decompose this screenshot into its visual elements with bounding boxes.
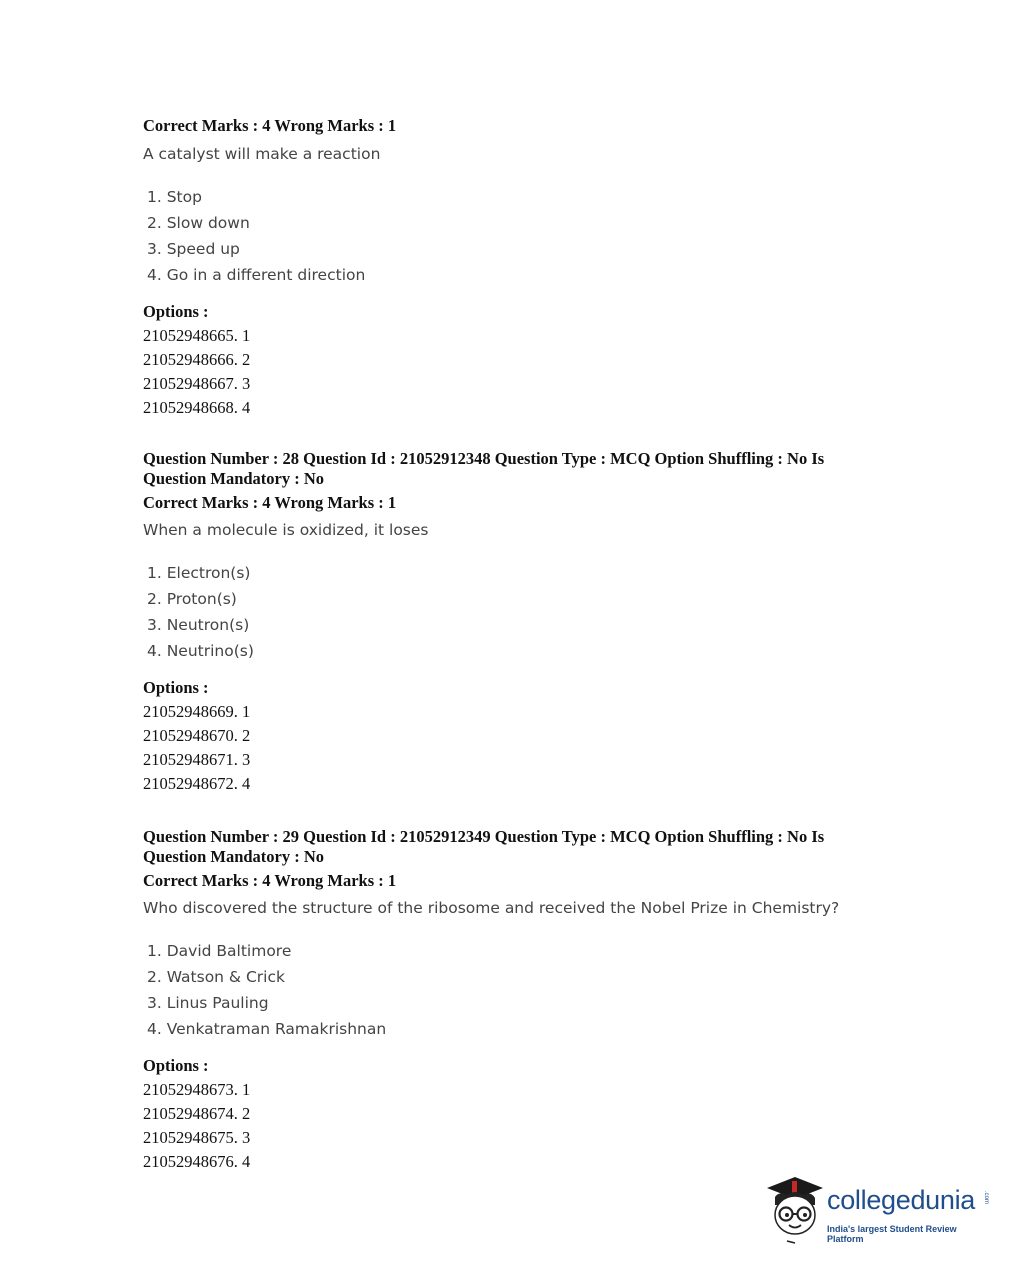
choice-item: 4. Go in a different direction [147, 266, 366, 284]
marks-line: Correct Marks : 4 Wrong Marks : 1 [143, 116, 397, 135]
option-id: 21052948674. 2 [143, 1104, 251, 1123]
choice-item: 1. Electron(s) [147, 564, 251, 582]
question-block-28 [143, 449, 883, 796]
options-label: Options : [143, 1056, 209, 1075]
option-id: 21052948673. 1 [143, 1080, 251, 1099]
options-label: Options : [143, 302, 209, 321]
marks-line: Correct Marks : 4 Wrong Marks : 1 [143, 493, 397, 512]
question-header [143, 827, 883, 867]
option-id: 21052948667. 3 [143, 374, 251, 393]
question-header-line: Question Mandatory : No [143, 469, 325, 488]
choice-list [147, 560, 883, 664]
option-id: 21052948666. 2 [143, 350, 251, 369]
question-header-line: Question Number : 28 Question Id : 21052912348 Question Type : MCQ Option Shuffling : No Is [143, 449, 825, 468]
logo-suffix: .com [983, 1191, 989, 1205]
option-id: 21052948665. 1 [143, 326, 251, 345]
question-header [143, 449, 883, 489]
choice-item: 1. Stop [147, 188, 202, 206]
question-header-line: Question Mandatory : No [143, 847, 325, 866]
question-header-line: Question Number : 29 Question Id : 21052912349 Question Type : MCQ Option Shuffling : No Is [143, 827, 825, 846]
choice-list [147, 184, 883, 288]
logo-tagline: India's largest Student Review Platform [827, 1224, 957, 1244]
question-text: When a molecule is oxidized, it loses [143, 521, 429, 539]
choice-item: 2. Proton(s) [147, 590, 237, 608]
choice-list [147, 938, 883, 1042]
choice-item: 4. Venkatraman Ramakrishnan [147, 1020, 387, 1038]
options-list [143, 700, 883, 796]
logo-wordmark: collegedunia [827, 1185, 976, 1215]
question-text: A catalyst will make a reaction [143, 145, 381, 163]
option-id: 21052948669. 1 [143, 702, 251, 721]
choice-item: 4. Neutrino(s) [147, 642, 254, 660]
question-block-29 [143, 827, 883, 1174]
choice-item: 3. Neutron(s) [147, 616, 250, 634]
options-list [143, 1078, 883, 1174]
choice-item: 3. Linus Pauling [147, 994, 269, 1012]
marks-line: Correct Marks : 4 Wrong Marks : 1 [143, 871, 397, 890]
option-id: 21052948671. 3 [143, 750, 251, 769]
mascot-icon [765, 1175, 825, 1247]
choice-item: 1. David Baltimore [147, 942, 292, 960]
option-id: 21052948670. 2 [143, 726, 251, 745]
choice-item: 3. Speed up [147, 240, 240, 258]
options-label: Options : [143, 678, 209, 697]
question-text: Who discovered the structure of the ribosome and received the Nobel Prize in Chemistry? [143, 899, 840, 917]
option-id: 21052948676. 4 [143, 1152, 251, 1171]
options-list [143, 324, 883, 420]
option-id: 21052948675. 3 [143, 1128, 251, 1147]
option-id: 21052948668. 4 [143, 398, 251, 417]
choice-item: 2. Slow down [147, 214, 250, 232]
collegedunia-logo [765, 1175, 995, 1250]
option-id: 21052948672. 4 [143, 774, 251, 793]
choice-item: 2. Watson & Crick [147, 968, 285, 986]
question-block-27 [143, 114, 883, 420]
